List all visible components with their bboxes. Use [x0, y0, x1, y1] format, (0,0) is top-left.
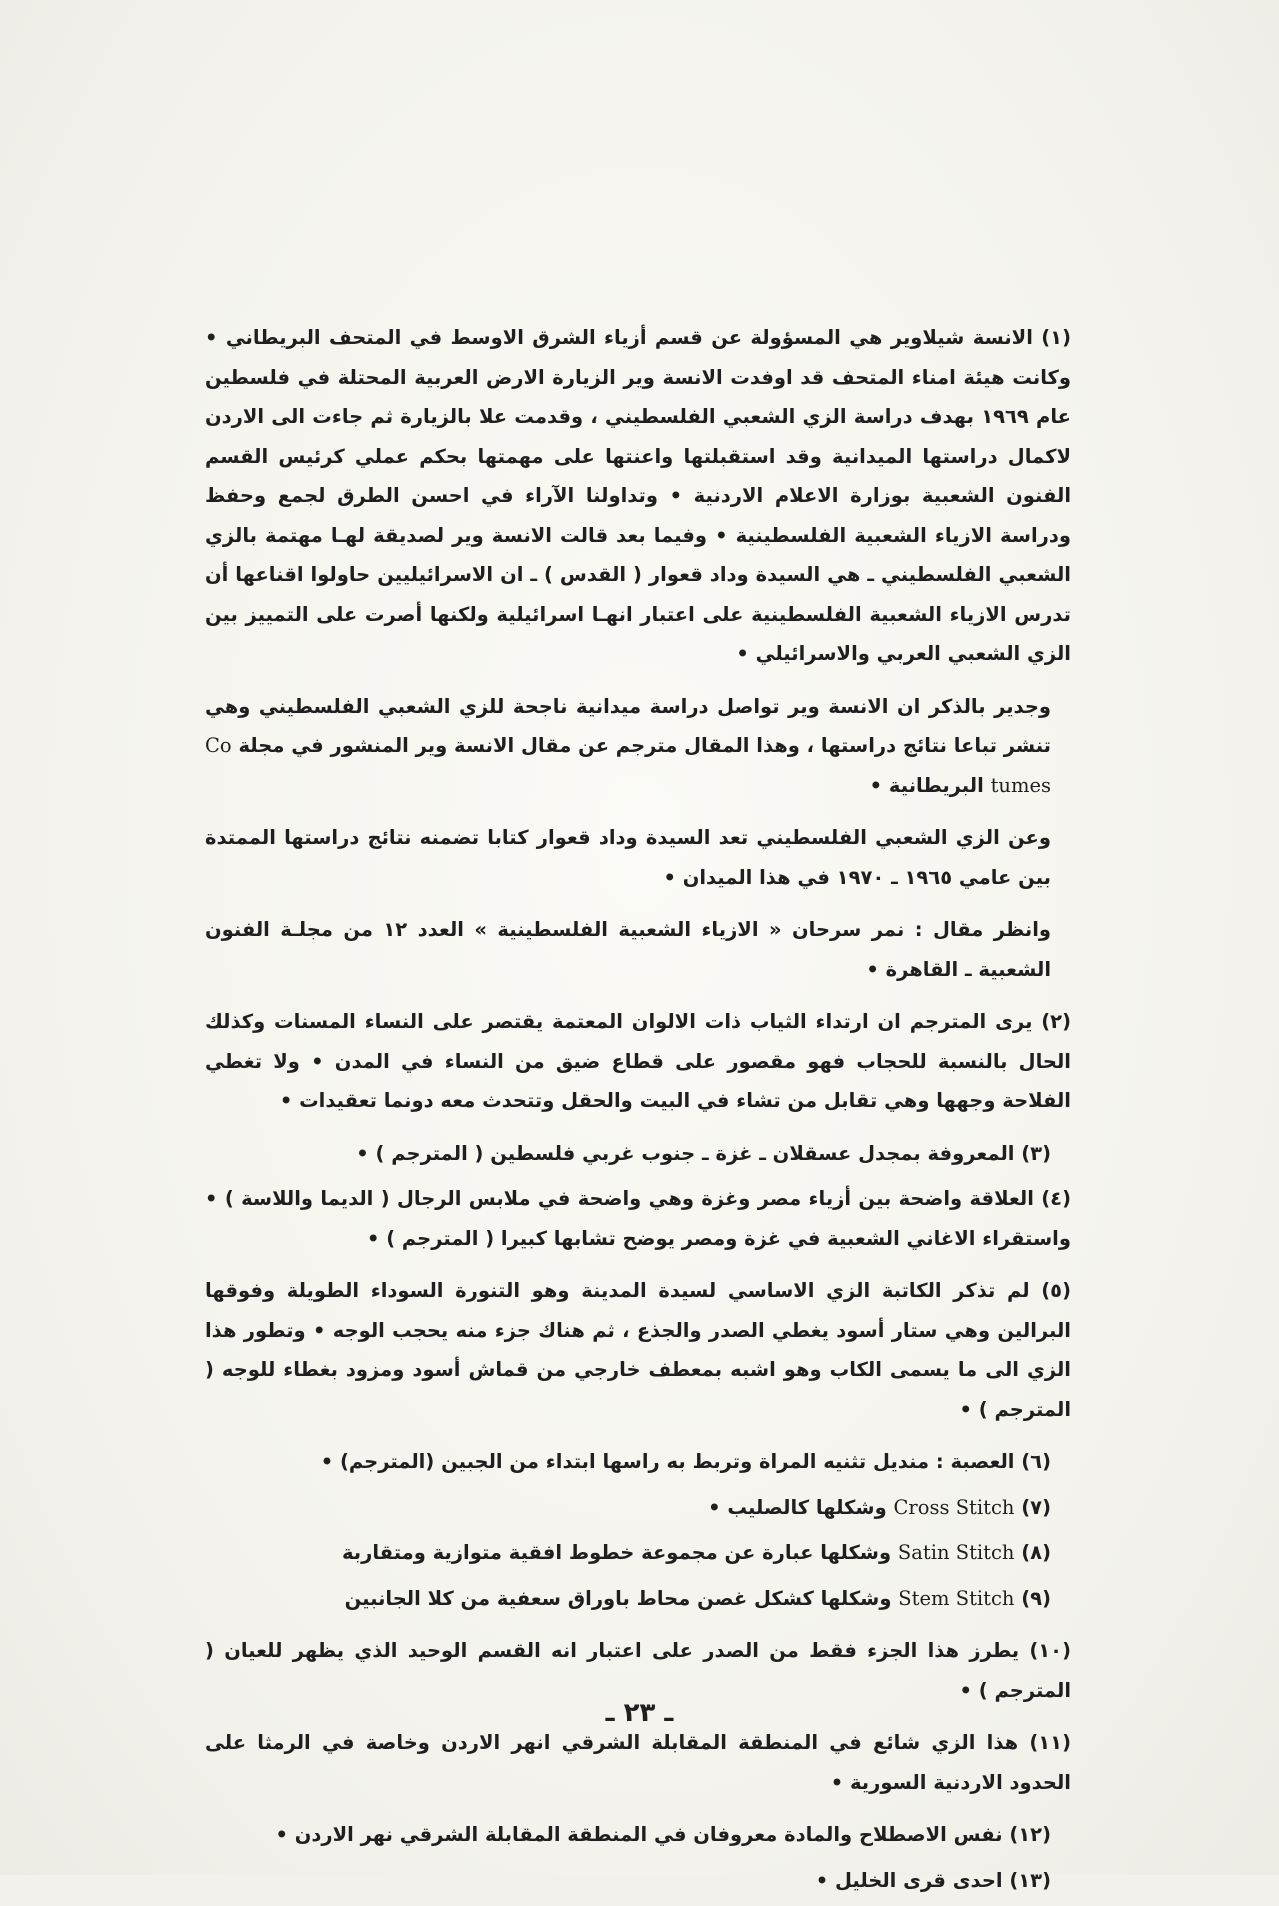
note-9 [205, 1579, 1071, 1619]
note-5: (٥) لم تذكر الكاتبة الزي الاساسي لسيدة المدينة وهو التنورة السوداء الطويلة وفوقها البرالين وهي ستار أسود يغطي الصدر والجذع ، ثم هناك جزء منه يحجب الوجه • وتطور هذا الزي الى ما يسمى الكاب وهو اشبه بمعطف خارجي من قماش أسود ومزود بغطاء للوجه ( المترجم ) • [205, 1279, 1071, 1421]
note-13: (١٣) احدى قرى الخليل • [815, 1868, 1051, 1892]
note-1-followup [205, 687, 1071, 806]
note-6: (٦) العصبة : منديل تثنيه المراة وتربط به راسها ابتداء من الجبين (المترجم) • [320, 1450, 1051, 1473]
note-12: (١٢) نفس الاصطلاح والمادة معروفان في المنطقة المقابلة الشرقي نهر الاردن • [275, 1823, 1051, 1846]
note-10: (١٠) يطرز هذا الجزء فقط من الصدر على اعتبار انه القسم الوحيد الذي يظهر للعيان ( المترجم ) • [205, 1639, 1071, 1702]
note-9-term: Stem Stitch [898, 1586, 1015, 1610]
note-8-term: Satin Stitch [897, 1541, 1015, 1564]
note-7-term: Cross Stitch [893, 1495, 1015, 1519]
note-2: (٢) يرى المترجم ان ارتداء الثياب ذات الالوان المعتمة يقتصر على النساء المسنات وكذلك الحال بالنسبة للحجاب فهو مقصور على قطاع ضيق من النساء في المدن • ولا تغطي الفلاحة وجهها وهي تقابل من تشاء في البيت والحقل وتتحدث معه دونما تعقيدات • [205, 1010, 1071, 1112]
footnotes-block [205, 318, 1071, 1906]
note-9-number: (٩) [1021, 1586, 1051, 1610]
note-9-text: وشكلها كشكل غصن محاط باوراق سعفية من كلا الجانبين [344, 1586, 892, 1610]
note-7-text: وشكلها كالصليب • [708, 1495, 887, 1519]
note-1: (١) الانسة شيلاوير هي المسؤولة عن قسم أزياء الشرق الاوسط في المتحف البريطاني • وكانت هيئة امناء المتحف قد اوفدت الانسة وير الزيارة الارض العربية المحتلة في فلسطين عام ١٩٦٩ بهدف دراسة الزي الشعبي الفلسطيني ، وقدمت علا بالزيارة ثم جاءت الى الاردن لاكمال دراستها الميدانية وقد استقبلتها واعنتها على مهمتها بحكم عملي كرئيس القسم الفنون الشعبية بوزارة الاعلام الاردنية • وتداولنا الآراء في احسن الطرق لجمع وحفظ ودراسة الازياء الشعبية الفلسطينية • وفيما بعد قالت الانسة وير لصديقة لهـا مهتمة بالزي الشعبي الفلسطيني ـ هي السيدة وداد قعوار ( القدس ) ـ ان الاسرائيليين حاولوا اقناعها أن تدرس الازياء الشعبية الفلسطينية على اعتبار انهـا اسرائيلية ولكنها أصرت على التمييز بين الزي الشعبي العربي والاسرائيلي • [205, 326, 1071, 665]
note-1-reference: وانظر مقال : نمر سرحان « الازياء الشعبية الفلسطينية » العدد ١٢ من مجلـة الفنون الشعبية ـ القاهرة • [205, 918, 1051, 981]
note-4: (٤) العلاقة واضحة بين أزياء مصر وغزة وهي واضحة في ملابس الرجال ( الديما واللاسة ) • واستقراء الاغاني الشعبية في غزة ومصر يوضح تشابها كبيرا ( المترجم ) • [205, 1187, 1071, 1250]
note-1-followup-text: وجدير بالذكر ان الانسة وير تواصل دراسة ميدانية ناجحة للزي الشعبي الفلسطيني وهي تنشر تباعا نتائج دراستها ، وهذا المقال مترجم عن مقال الانسة وير المنشور في مجلة [205, 694, 1051, 757]
note-1-book: وعن الزي الشعبي الفلسطيني تعد السيدة وداد قعوار كتابا تضمنه نتائج دراستها الممتدة بين عامي ١٩٦٥ ـ ١٩٧٠ في هذا الميدان • [205, 826, 1051, 889]
note-8-number: (٨) [1021, 1541, 1051, 1564]
note-1-followup-journal: Co tumes [205, 734, 1051, 797]
note-8 [205, 1533, 1071, 1573]
note-8-text: وشكلها عبارة عن مجموعة خطوط افقية متوازية ومتقاربة [341, 1541, 892, 1564]
note-7-number: (٧) [1021, 1495, 1051, 1519]
note-3: (٣) المعروفة بمجدل عسقلان ـ غزة ـ جنوب غربي فلسطين ( المترجم ) • [356, 1141, 1051, 1165]
note-11: (١١) هذا الزي شائع في المنطقة المقابلة الشرقي انهر الاردن وخاصة في الرمثا على الحدود الاردنية السورية • [205, 1731, 1071, 1794]
page-number: ـ ٢٣ ـ [605, 1698, 674, 1728]
note-7 [205, 1488, 1071, 1528]
note-1-followup-tail: البريطانية • [869, 773, 984, 797]
